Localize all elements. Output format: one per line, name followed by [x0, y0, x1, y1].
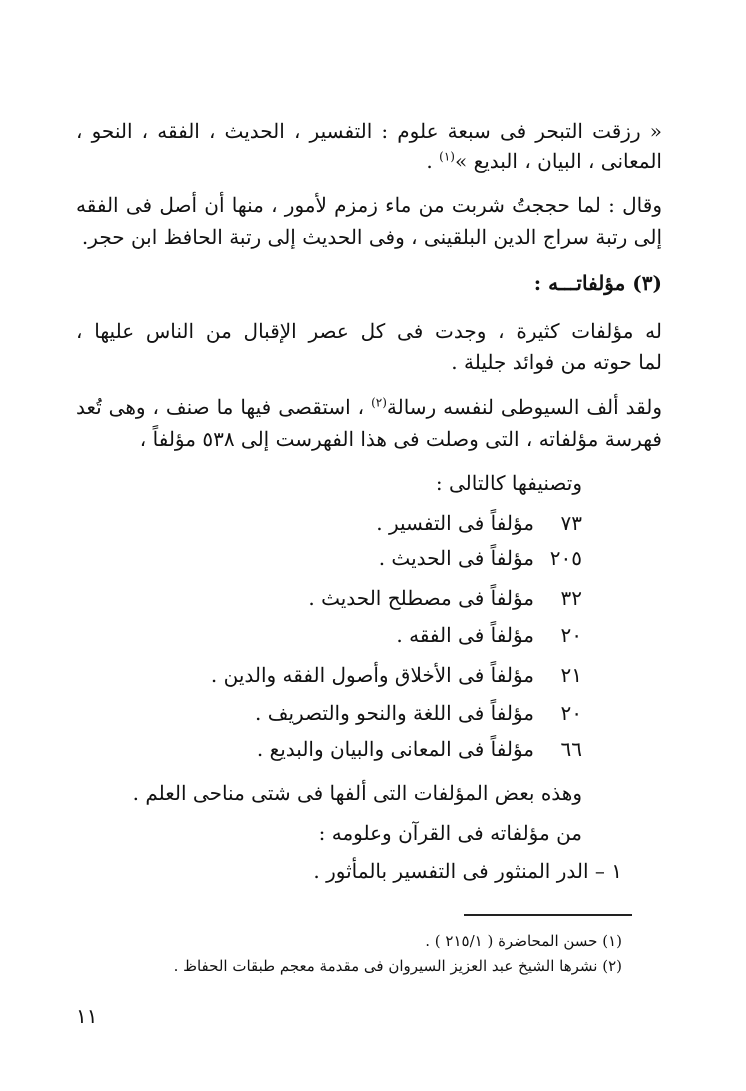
paragraph-4-line-1-b: ، استقصى فيها ما صنف ، وهى تُعد	[76, 395, 365, 419]
item-text: مؤلفاً فى التفسير .	[376, 511, 534, 535]
paragraph-1-line-2-text: المعانى ، البيان ، البديع »	[454, 149, 662, 173]
list-item	[308, 583, 582, 613]
footnote-ref-2: (٢)	[371, 395, 387, 410]
item-count: ٣٢	[560, 586, 582, 610]
list-item	[379, 543, 582, 573]
item-count: ٢٠	[560, 701, 582, 725]
item-text: مؤلفاً فى المعانى والبيان والبديع .	[256, 737, 534, 761]
paragraph-2-line-2: إلى رتبة سراج الدين البلقينى ، وفى الحديث إلى رتبة الحافظ ابن حجر.	[81, 225, 662, 249]
item-count: ٦٦	[560, 737, 582, 761]
paragraph-5: وتصنيفها كالتالى :	[435, 471, 582, 495]
list-item	[376, 508, 582, 538]
list-item	[255, 698, 582, 728]
item-count: ٢٠	[560, 623, 582, 647]
page-number: ١١	[76, 1004, 98, 1028]
footnote-1: (١) حسن المحاضرة ( ٢١٥/١ ) .	[425, 932, 622, 950]
item-text: مؤلفاً فى اللغة والنحو والتصريف .	[255, 701, 534, 725]
paragraph-4-line-1-a: ولقد ألف السيوطى لنفسه رسالة	[386, 395, 663, 419]
paragraph-4-line-1	[76, 392, 662, 422]
paragraph-4-line-2: فهرسة مؤلفاته ، التى وصلت فى هذا الفهرست إلى ٥٣٨ مؤلفاً ،	[139, 427, 662, 451]
item-text: مؤلفاً فى الفقه .	[396, 623, 534, 647]
paragraph-1-line-2	[76, 146, 662, 176]
list-item	[211, 660, 582, 690]
paragraph-3-line-2: لما حوته من فوائد جليلة .	[451, 350, 662, 374]
paragraph-8: ١ – الدر المنثور فى التفسير بالمأثور .	[313, 859, 622, 883]
footnote-2: (٢) نشرها الشيخ عبد العزيز السيروان فى مقدمة معجم طبقات الحفاظ .	[173, 957, 622, 975]
paragraph-3-line-1: له مؤلفات كثيرة ، وجدت فى كل عصر الإقبال من الناس عليها ،	[76, 319, 662, 343]
footnote-ref-1: (١)	[439, 149, 455, 164]
paragraph-1-line-1: « رزقت التبحر فى سبعة علوم : التفسير ، الحديث ، الفقه ، النحو ،	[76, 119, 662, 143]
paragraph-2-line-1: وقال : لما حججتُ شربت من ماء زمزم لأمور ، منها أن أصل فى الفقه	[76, 193, 662, 217]
section-heading: (٣) مؤلفاتـــه :	[533, 271, 662, 295]
item-count: ٢٠٥	[549, 546, 582, 570]
paragraph-7: من مؤلفاته فى القرآن وعلومه :	[318, 821, 582, 845]
list-item	[257, 734, 582, 764]
footnote-divider	[464, 914, 632, 916]
item-text: مؤلفاً فى مصطلح الحديث .	[308, 586, 534, 610]
list-item	[396, 620, 582, 650]
paragraph-1-line-2-end: .	[426, 149, 433, 173]
item-text: مؤلفاً فى الأخلاق وأصول الفقه والدين .	[210, 663, 534, 687]
item-count: ٧٣	[560, 511, 582, 535]
item-text: مؤلفاً فى الحديث .	[378, 546, 534, 570]
item-count: ٢١	[560, 663, 582, 687]
paragraph-6: وهذه بعض المؤلفات التى ألفها فى شتى مناحى العلم .	[132, 781, 582, 805]
